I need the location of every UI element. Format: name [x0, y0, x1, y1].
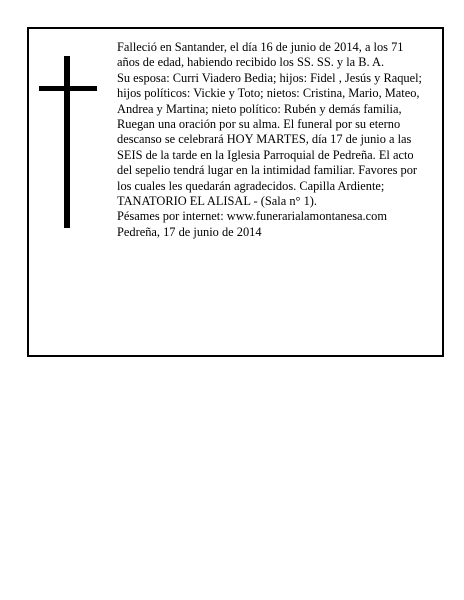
- cross-vertical-bar: [64, 56, 70, 228]
- family-list: Su esposa: Curri Viadero Bedia; hijos: Fidel , Jesús y Raquel; hijos políticos: Vickie y Toto; nietos: Cristina, Mario, Mateo, Andrea y Martina; nieto político: Rubén y demás familia,: [117, 70, 422, 116]
- obituary-notice: [27, 27, 444, 357]
- cross-icon: [39, 56, 97, 228]
- notice-text: [117, 40, 422, 240]
- condolences-website: Pésames por internet: www.funerarialamontanesa.com: [117, 209, 387, 224]
- death-announcement: Falleció en Santander, el día 16 de junio de 2014, a los 71 años de edad, habiendo recibido los SS. SS. y la B. A.: [117, 40, 404, 70]
- cross-horizontal-bar: [39, 86, 97, 91]
- funeral-details: Ruegan una oración por su alma. El funeral por su eterno descanso se celebrará HOY MARTES, día 17 de junio a las SEIS de la tarde en la Iglesia Parroquial de Pedreña. El acto del sepelio tendrá lugar en la intimidad familiar. Favores por los cuales les quedarán agradecidos. Capilla Ardiente; TANATORIO EL ALISAL - (Sala n° 1).: [117, 117, 418, 209]
- place-date: Pedreña, 17 de junio de 2014: [117, 224, 262, 239]
